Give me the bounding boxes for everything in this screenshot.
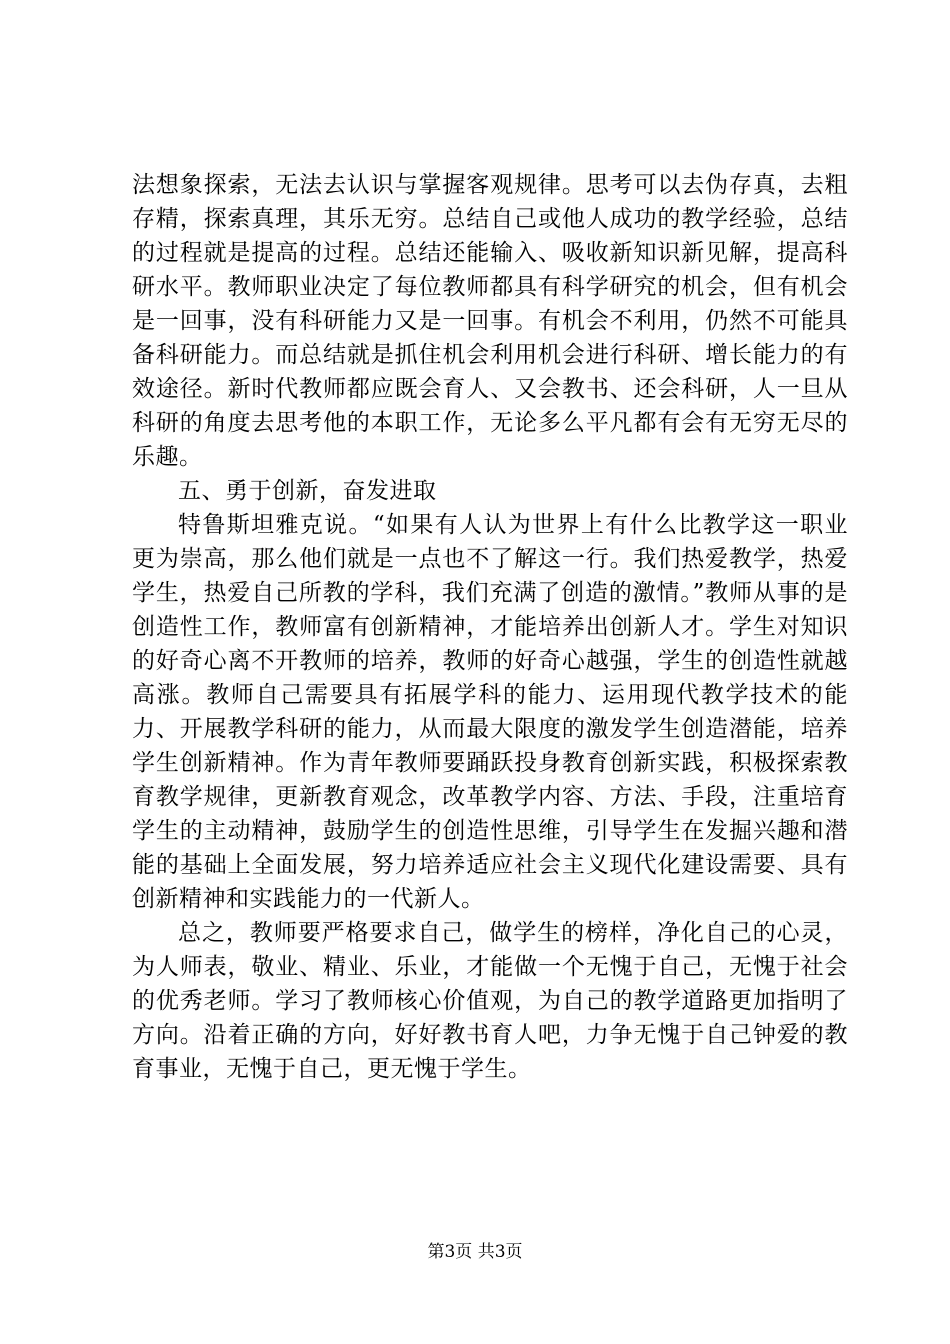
paragraph-2: 特鲁斯坦雅克说。“如果有人认为世界上有什么比教学这一职业更为崇高，那么他们就是一点也不了解这一行。我们热爱教学，热爱学生，热爱自己所教的学科，我们充满了创造的激情。”教师从事的是创造性工作，教师富有创新精神，才能培养出创新人才。学生对知识的好奇心离不开教师的培养，教师的好奇心越强，学生的创造性就越高涨。教师自己需要具有拓展学科的能力、运用现代教学技术的能力、开展教学科研的能力，从而最大限度的激发学生创造潜能，培养学生创新精神。作为青年教师要踊跃投身教育创新实践，积极探索教育教学规律，更新教育观念，改革教学内容、方法、手段，注重培育学生的主动精神，鼓励学生的创造性思维，引导学生在发掘兴趣和潜能的基础上全面发展，努力培养适应社会主义现代化建设需要、具有创新精神和实践能力的一代新人。 — [132, 512, 848, 912]
paragraph-1: 法想象探索，无法去认识与掌握客观规律。思考可以去伪存真，去粗存精，探索真理，其乐无穷。总结自己或他人成功的教学经验，总结的过程就是提高的过程。总结还能输入、吸收新知识新见解，提高科研水平。教师职业决定了每位教师都具有科学研究的机会，但有机会是一回事，没有科研能力又是一回事。有机会不利用，仍然不可能具备科研能力。而总结就是抓住机会利用机会进行科研、增长能力的有效途径。新时代教师都应既会育人、又会教书、还会科研，人一旦从科研的角度去思考他的本职工作，无论多么平凡都有会有无穷无尽的乐趣。 — [132, 172, 848, 470]
document-body — [132, 168, 848, 1086]
page-footer: 第3页 共3页 — [427, 1242, 523, 1262]
paragraph-3: 总之，教师要严格要求自己，做学生的榜样，净化自己的心灵，为人师表，敬业、精业、乐业，才能做一个无愧于自己，无愧于社会的优秀老师。学习了教师核心价值观，为自己的教学道路更加指明了方向。沿着正确的方向，好好教书育人吧，力争无愧于自己钟爱的教育事业，无愧于自己，更无愧于学生。 — [132, 920, 848, 1082]
section-heading-5: 五、勇于创新，奋发进取 — [178, 478, 437, 504]
